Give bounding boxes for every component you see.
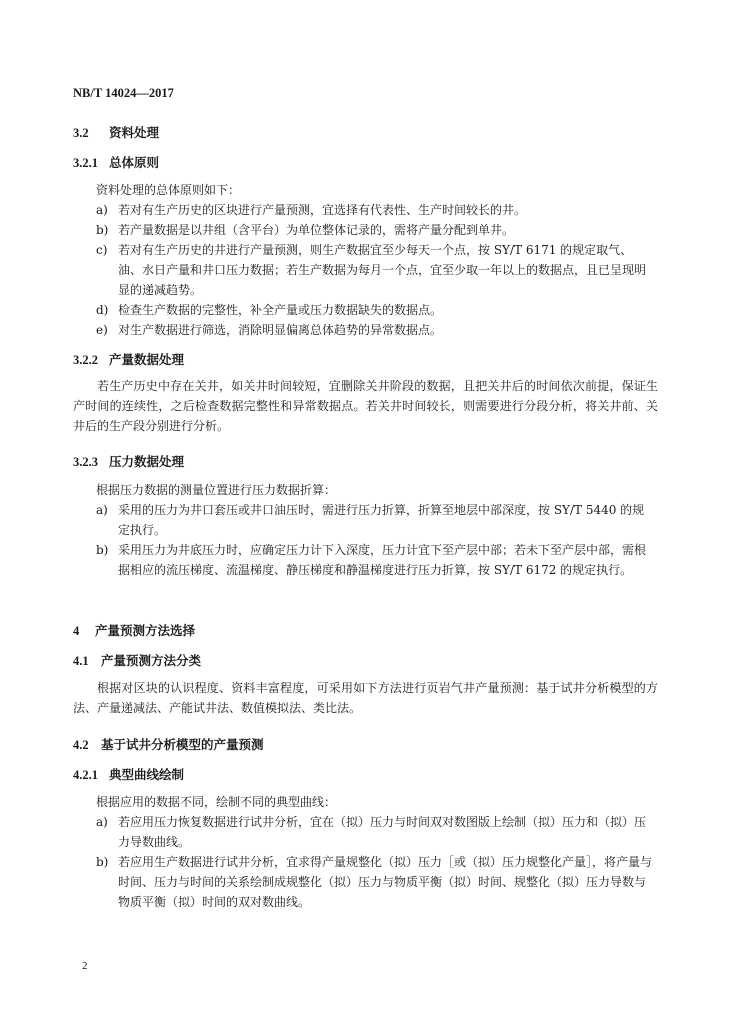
heading-3-2 [73, 123, 159, 141]
list-item: a) 若对有生产历史的区块进行产量预测，宜选择有代表性、生产时间较长的井。 [96, 203, 527, 217]
list-item: b) 若应用生产数据进行试井分析，宜求得产量规整化（拟）压力［或（拟）压力规整化产量］，将产量与时间、压力与时间的关系绘制成规整化（拟）压力与物质平衡（拟）时间、规整化（拟）压力导数与物质平衡（拟）时间的双对数曲线。 [96, 855, 653, 909]
heading-title: 基于试井分析模型的产量预测 [101, 737, 264, 752]
heading-number: 3.2.2 [73, 353, 98, 367]
list-item: d) 检查生产数据的完整性，补全产量或压力数据缺失的数据点。 [96, 303, 443, 317]
heading-title: 压力数据处理 [109, 454, 185, 469]
heading-number: 3.2 [73, 126, 89, 140]
list-item: e) 对生产数据进行筛选，消除明显偏离总体趋势的异常数据点。 [96, 323, 443, 337]
paragraph-intro: 资料处理的总体原则如下： [96, 183, 241, 197]
heading-3-2-3 [73, 452, 184, 470]
heading-title: 产量数据处理 [109, 352, 185, 367]
heading-title: 总体原则 [109, 155, 160, 170]
heading-4-2 [73, 735, 264, 753]
heading-number: 3.2.1 [73, 156, 98, 170]
heading-number: 3.2.3 [73, 455, 98, 469]
standard-code: NB/T 14024—2017 [73, 86, 174, 100]
heading-number: 4.1 [73, 654, 89, 668]
list-item: c) 若对有生产历史的井进行产量预测，则生产数据宜至少每天一个点，按 SY/T 6171 的规定取气、油、水日产量和井口压力数据；若生产数据为每月一个点，宜至少取一年以上的数据点，且已呈现明显的递减趋势。 [96, 243, 647, 297]
heading-4-2-1 [73, 765, 184, 783]
paragraph-intro: 根据应用的数据不同，绘制不同的典型曲线： [96, 795, 337, 809]
list-item: b) 采用压力为井底压力时，应确定压力计下入深度，压力计宜下至产层中部；若未下至产层中部，需根据相应的流压梯度、流温梯度、静压梯度和静温梯度进行压力折算，按 SY/T 6172 的规定执行。 [96, 543, 647, 577]
list-item: b) 若产量数据是以井组（含平台）为单位整体记录的，需将产量分配到单井。 [96, 223, 515, 237]
paragraph-intro: 根据压力数据的测量位置进行压力数据折算： [96, 483, 337, 497]
heading-title: 产量预测方法分类 [101, 653, 202, 668]
heading-title: 典型曲线绘制 [109, 767, 185, 782]
list-item: a) 若应用压力恢复数据进行试井分析，宜在（拟）压力与时间双对数图版上绘制（拟）压力和（拟）压力导数曲线。 [96, 815, 647, 849]
heading-title: 产量预测方法选择 [95, 623, 196, 638]
paragraph: 若生产历史中存在关井，如关井时间较短，宜删除关井阶段的数据，且把关井后的时间依次前提，保证生产时间的连续性，之后检查数据完整性和异常数据点。若关井时间较长，则需要进行分段分析，将关井前、关井后的生产段分别进行分析。 [73, 379, 658, 433]
heading-number: 4 [73, 624, 80, 638]
heading-3-2-2 [73, 350, 184, 368]
heading-number: 4.2.1 [73, 768, 98, 782]
heading-title: 资料处理 [109, 125, 160, 140]
heading-3-2-1 [73, 153, 159, 171]
heading-4 [73, 621, 195, 639]
list-item: a) 采用的压力为井口套压或井口油压时，需进行压力折算，折算至地层中部深度，按 SY/T 5440 的规定执行。 [96, 503, 645, 537]
paragraph: 根据对区块的认识程度、资料丰富程度，可采用如下方法进行页岩气井产量预测：基于试井分析模型的方法、产量递减法、产能试井法、数值模拟法、类比法。 [73, 681, 658, 715]
heading-4-1 [73, 651, 201, 669]
heading-number: 4.2 [73, 738, 89, 752]
page-number: 2 [82, 960, 88, 972]
